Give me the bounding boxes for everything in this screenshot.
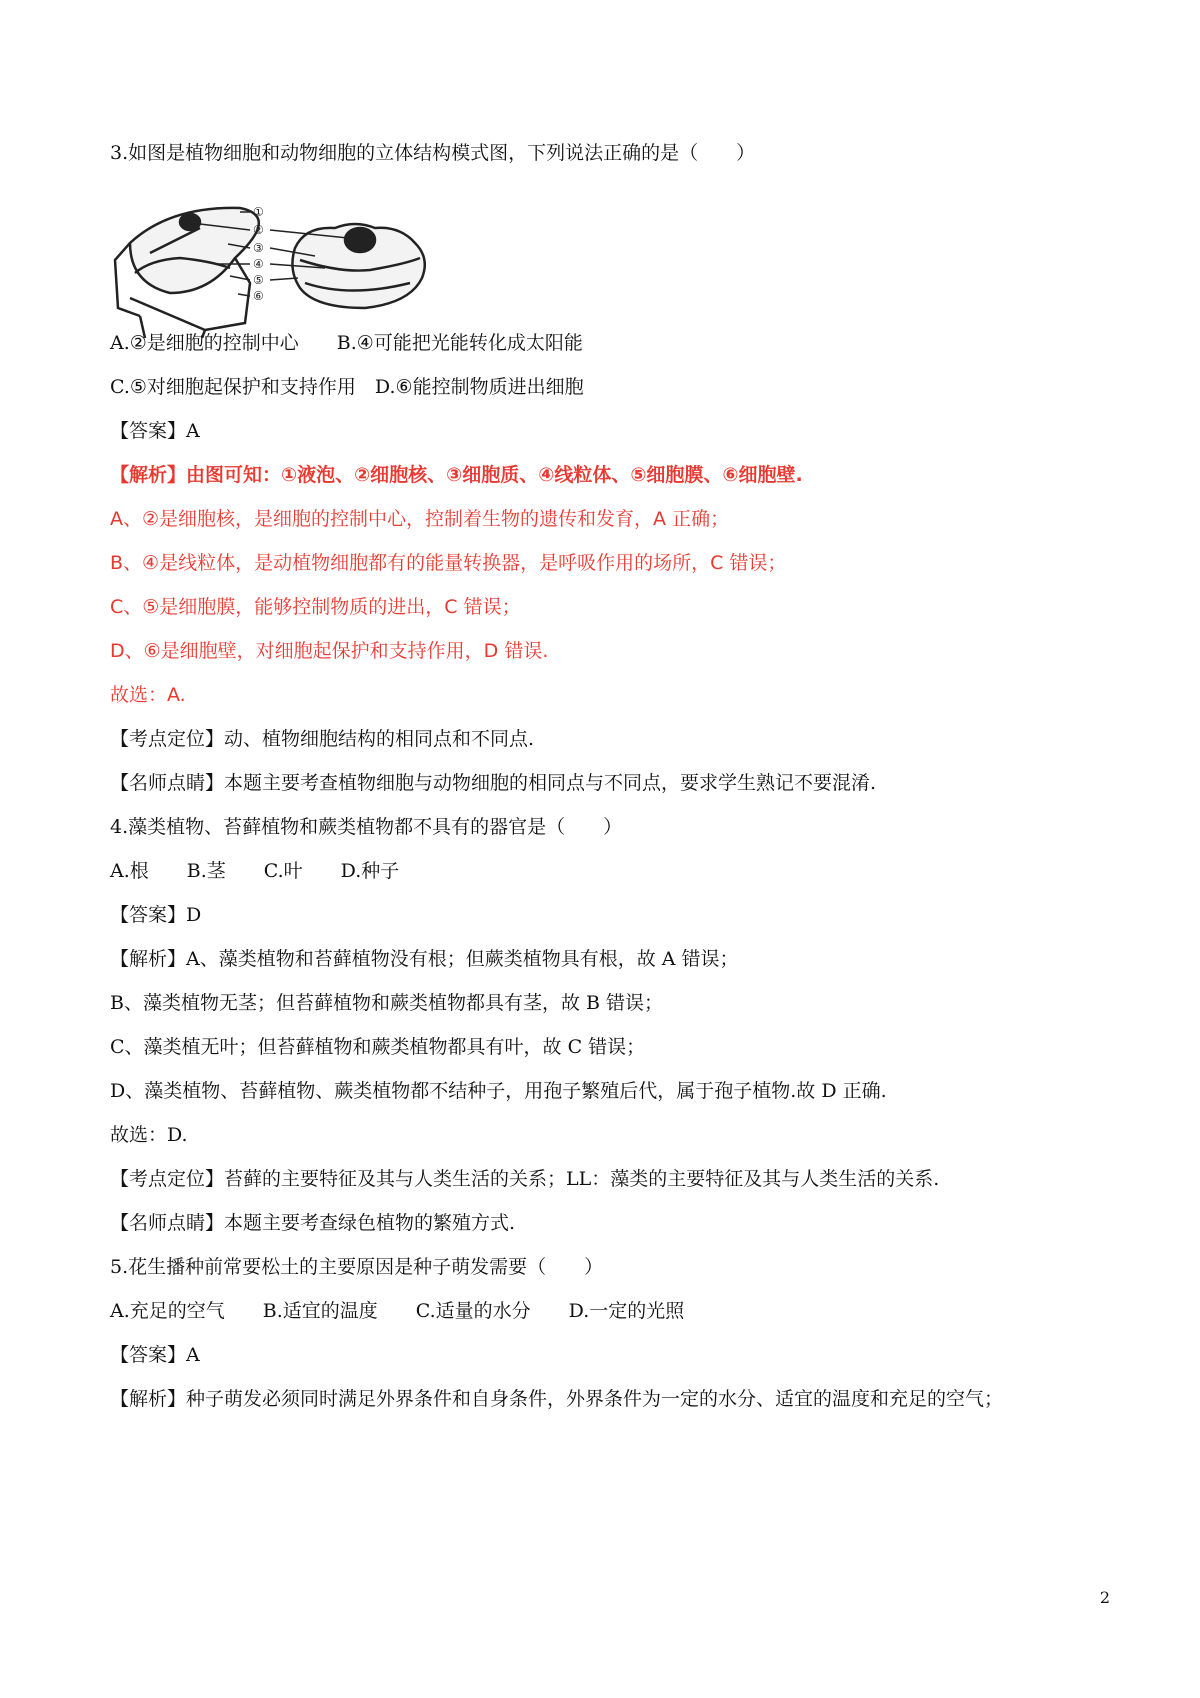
q3-options-ab: A.②是细胞的控制中心 B.④可能把光能转化成太阳能 — [110, 332, 583, 354]
q3-analysis-b: B、④是线粒体，是动植物细胞都有的能量转换器，是呼吸作用的场所，C 错误； — [110, 552, 787, 574]
animal-cell-icon — [292, 224, 424, 308]
cell-structure-figure — [110, 198, 465, 338]
question-3: 3.如图是植物细胞和动物细胞的立体结构模式图，下列说法正确的是（ ） — [110, 142, 756, 164]
figure-label-1: ① — [253, 205, 264, 219]
q4-options: A.根 B.茎 C.叶 D.种子 — [110, 860, 400, 882]
q4-analysis-d: D、藻类植物、苔藓植物、蕨类植物都不结种子，用孢子繁殖后代，属于孢子植物.故 D 正确. — [110, 1080, 887, 1102]
question-4: 4.藻类植物、苔藓植物和蕨类植物都不具有的器官是（ ） — [110, 816, 623, 838]
q3-analysis-c: C、⑤是细胞膜，能够控制物质的进出，C 错误； — [110, 596, 521, 618]
q5-analysis: 【解析】种子萌发必须同时满足外界条件和自身条件，外界条件为一定的水分、适宜的温度和充足的空气； — [110, 1388, 1004, 1410]
q5-options: A.充足的空气 B.适宜的温度 C.适量的水分 D.一定的光照 — [110, 1300, 685, 1322]
q3-analysis-a: A、②是细胞核，是细胞的控制中心，控制着生物的遗传和发育，A 正确； — [110, 508, 730, 530]
figure-label-6: ⑥ — [253, 289, 264, 303]
question-5: 5.花生播种前常要松土的主要原因是种子萌发需要（ ） — [110, 1256, 604, 1278]
q3-options-cd: C.⑤对细胞起保护和支持作用 D.⑥能控制物质进出细胞 — [110, 376, 584, 398]
q4-answer: 【答案】D — [110, 904, 202, 926]
q4-mingshi: 【名师点睛】本题主要考查绿色植物的繁殖方式. — [110, 1212, 516, 1234]
page-number: 2 — [1099, 1588, 1110, 1607]
plant-cell-icon — [115, 208, 259, 338]
figure-label-5: ⑤ — [253, 273, 264, 287]
q3-analysis-d: D、⑥是细胞壁，对细胞起保护和支持作用，D 错误. — [110, 640, 549, 662]
q3-answer: 【答案】A — [110, 420, 200, 442]
figure-label-2: ② — [253, 223, 264, 237]
q5-answer: 【答案】A — [110, 1344, 200, 1366]
q3-kaodian: 【考点定位】动、植物细胞结构的相同点和不同点. — [110, 728, 535, 750]
q4-analysis-a: 【解析】A、藻类植物和苔藓植物没有根；但蕨类植物具有根，故 A 错误； — [110, 948, 739, 970]
q3-analysis-choice: 故选：A. — [110, 684, 186, 706]
q4-analysis-choice: 故选：D. — [110, 1124, 188, 1146]
figure-label-4: ④ — [253, 257, 264, 271]
q4-kaodian: 【考点定位】苔藓的主要特征及其与人类生活的关系；LL：藻类的主要特征及其与人类生活的关系. — [110, 1168, 940, 1190]
figure-label-3: ③ — [253, 241, 264, 255]
q4-analysis-b: B、藻类植物无茎；但苔藓植物和蕨类植物都具有茎，故 B 错误； — [110, 992, 664, 1014]
q3-mingshi: 【名师点睛】本题主要考查植物细胞与动物细胞的相同点与不同点，要求学生熟记不要混淆. — [110, 772, 877, 794]
q4-analysis-c: C、藻类植无叶；但苔藓植物和蕨类植物都具有叶，故 C 错误； — [110, 1036, 646, 1058]
q3-analysis-intro: 【解析】由图可知：①液泡、②细胞核、③细胞质、④线粒体、⑤细胞膜、⑥细胞壁. — [110, 464, 803, 486]
